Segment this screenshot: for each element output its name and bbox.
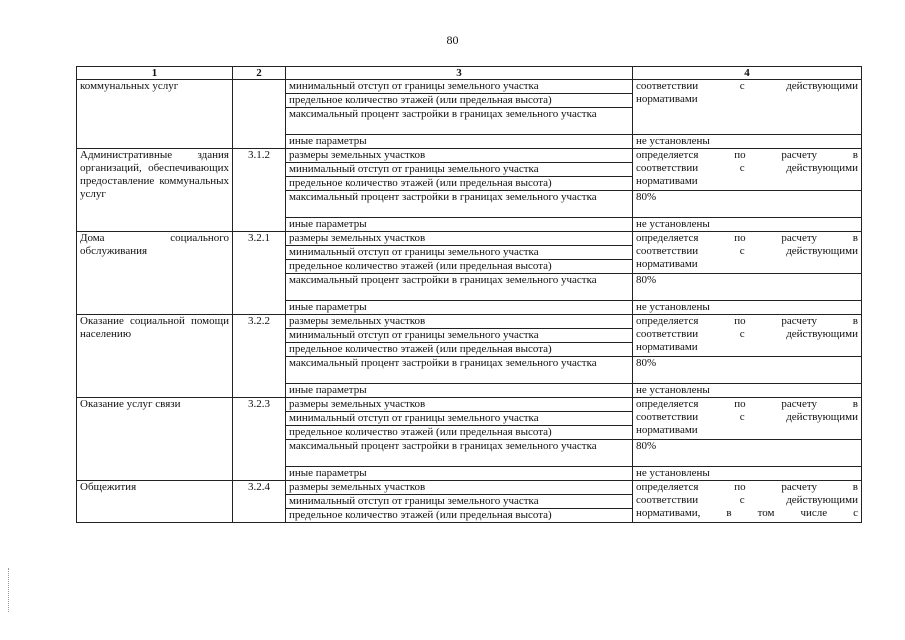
code-cell: 3.2.4: [233, 481, 286, 523]
value-cell: [633, 80, 862, 135]
value-cell: не установлены: [633, 218, 862, 232]
value-line: нормативами: [636, 175, 698, 187]
value-cell: 80%: [633, 274, 862, 301]
use-type-cell: Оказание социальной помощи населению: [77, 315, 233, 398]
value-cell: не установлены: [633, 135, 862, 149]
param-cell: предельное количество этажей (или предельная высота): [286, 260, 633, 274]
param-cell: максимальный процент застройки в границах земельного участка: [286, 440, 633, 467]
value-line: соответствии с действующими: [636, 411, 858, 423]
param-cell: размеры земельных участков: [286, 232, 633, 246]
use-type-cell: Дома социального обслуживания: [77, 232, 233, 315]
table-row: [77, 481, 862, 495]
param-cell: иные параметры: [286, 467, 633, 481]
param-cell: предельное количество этажей (или предельная высота): [286, 426, 633, 440]
use-type-cell: Общежития: [77, 481, 233, 523]
code-cell: 3.2.1: [233, 232, 286, 315]
value-cell: [633, 149, 862, 191]
value-line: нормативами: [636, 258, 698, 270]
value-line: определяется по расчету в: [636, 315, 858, 327]
value-line: определяется по расчету в: [636, 481, 858, 493]
value-line: соответствии с действующими: [636, 328, 858, 340]
param-cell: иные параметры: [286, 218, 633, 232]
value-line: нормативами: [636, 424, 698, 436]
margin-mark: [8, 568, 15, 612]
header-col-4: 4: [633, 67, 862, 80]
param-cell: размеры земельных участков: [286, 398, 633, 412]
value-line: соответствии с действующими: [636, 162, 858, 174]
header-col-2: 2: [233, 67, 286, 80]
table-header-row: [77, 67, 862, 80]
param-cell: минимальный отступ от границы земельного участка: [286, 163, 633, 177]
use-type-cell: коммунальных услуг: [77, 80, 233, 149]
value-line: нормативами: [636, 341, 698, 353]
param-cell: максимальный процент застройки в границах земельного участка: [286, 357, 633, 384]
page-number: 80: [446, 33, 459, 47]
code-cell: 3.1.2: [233, 149, 286, 232]
value-line: определяется по расчету в: [636, 149, 858, 161]
param-cell: предельное количество этажей (или предельная высота): [286, 509, 633, 523]
value-cell: не установлены: [633, 384, 862, 398]
code-cell: 3.2.3: [233, 398, 286, 481]
param-cell: иные параметры: [286, 384, 633, 398]
value-cell: [633, 315, 862, 357]
param-cell: максимальный процент застройки в границах земельного участка: [286, 274, 633, 301]
table-row: [77, 80, 862, 94]
value-line: соответствии с действующими: [636, 494, 858, 506]
value-line: определяется по расчету в: [636, 232, 858, 244]
param-cell: максимальный процент застройки в границах земельного участка: [286, 108, 633, 135]
param-cell: минимальный отступ от границы земельного участка: [286, 329, 633, 343]
param-cell: минимальный отступ от границы земельного участка: [286, 246, 633, 260]
value-cell: [633, 232, 862, 274]
value-cell: [633, 481, 862, 523]
code-cell: [233, 80, 286, 149]
param-cell: размеры земельных участков: [286, 315, 633, 329]
param-cell: предельное количество этажей (или предельная высота): [286, 177, 633, 191]
param-cell: иные параметры: [286, 135, 633, 149]
value-cell: не установлены: [633, 301, 862, 315]
param-cell: размеры земельных участков: [286, 149, 633, 163]
land-use-table: [76, 66, 862, 523]
value-line: нормативами, в том числе с: [636, 507, 858, 519]
value-line: определяется по расчету в: [636, 398, 858, 410]
param-cell: иные параметры: [286, 301, 633, 315]
use-type-cell: Оказание услуг связи: [77, 398, 233, 481]
value-cell: 80%: [633, 191, 862, 218]
value-cell: не установлены: [633, 467, 862, 481]
value-cell: 80%: [633, 357, 862, 384]
param-cell: минимальный отступ от границы земельного участка: [286, 80, 633, 94]
table-row: [77, 315, 862, 329]
param-cell: минимальный отступ от границы земельного участка: [286, 495, 633, 509]
table-row: [77, 149, 862, 163]
table-row: [77, 232, 862, 246]
param-cell: предельное количество этажей (или предельная высота): [286, 343, 633, 357]
use-type-cell: Административные здания организаций, обеспечивающих предоставление коммунальных услуг: [77, 149, 233, 232]
value-line: соответствии с действующими: [636, 245, 858, 257]
header-col-3: 3: [286, 67, 633, 80]
param-cell: максимальный процент застройки в границах земельного участка: [286, 191, 633, 218]
param-cell: размеры земельных участков: [286, 481, 633, 495]
value-cell: 80%: [633, 440, 862, 467]
param-cell: минимальный отступ от границы земельного участка: [286, 412, 633, 426]
header-col-1: 1: [77, 67, 233, 80]
value-line: соответствии с действующими: [636, 80, 858, 92]
param-cell: предельное количество этажей (или предельная высота): [286, 94, 633, 108]
value-cell: [633, 398, 862, 440]
code-cell: 3.2.2: [233, 315, 286, 398]
value-line: нормативами: [636, 93, 698, 105]
table-row: [77, 398, 862, 412]
